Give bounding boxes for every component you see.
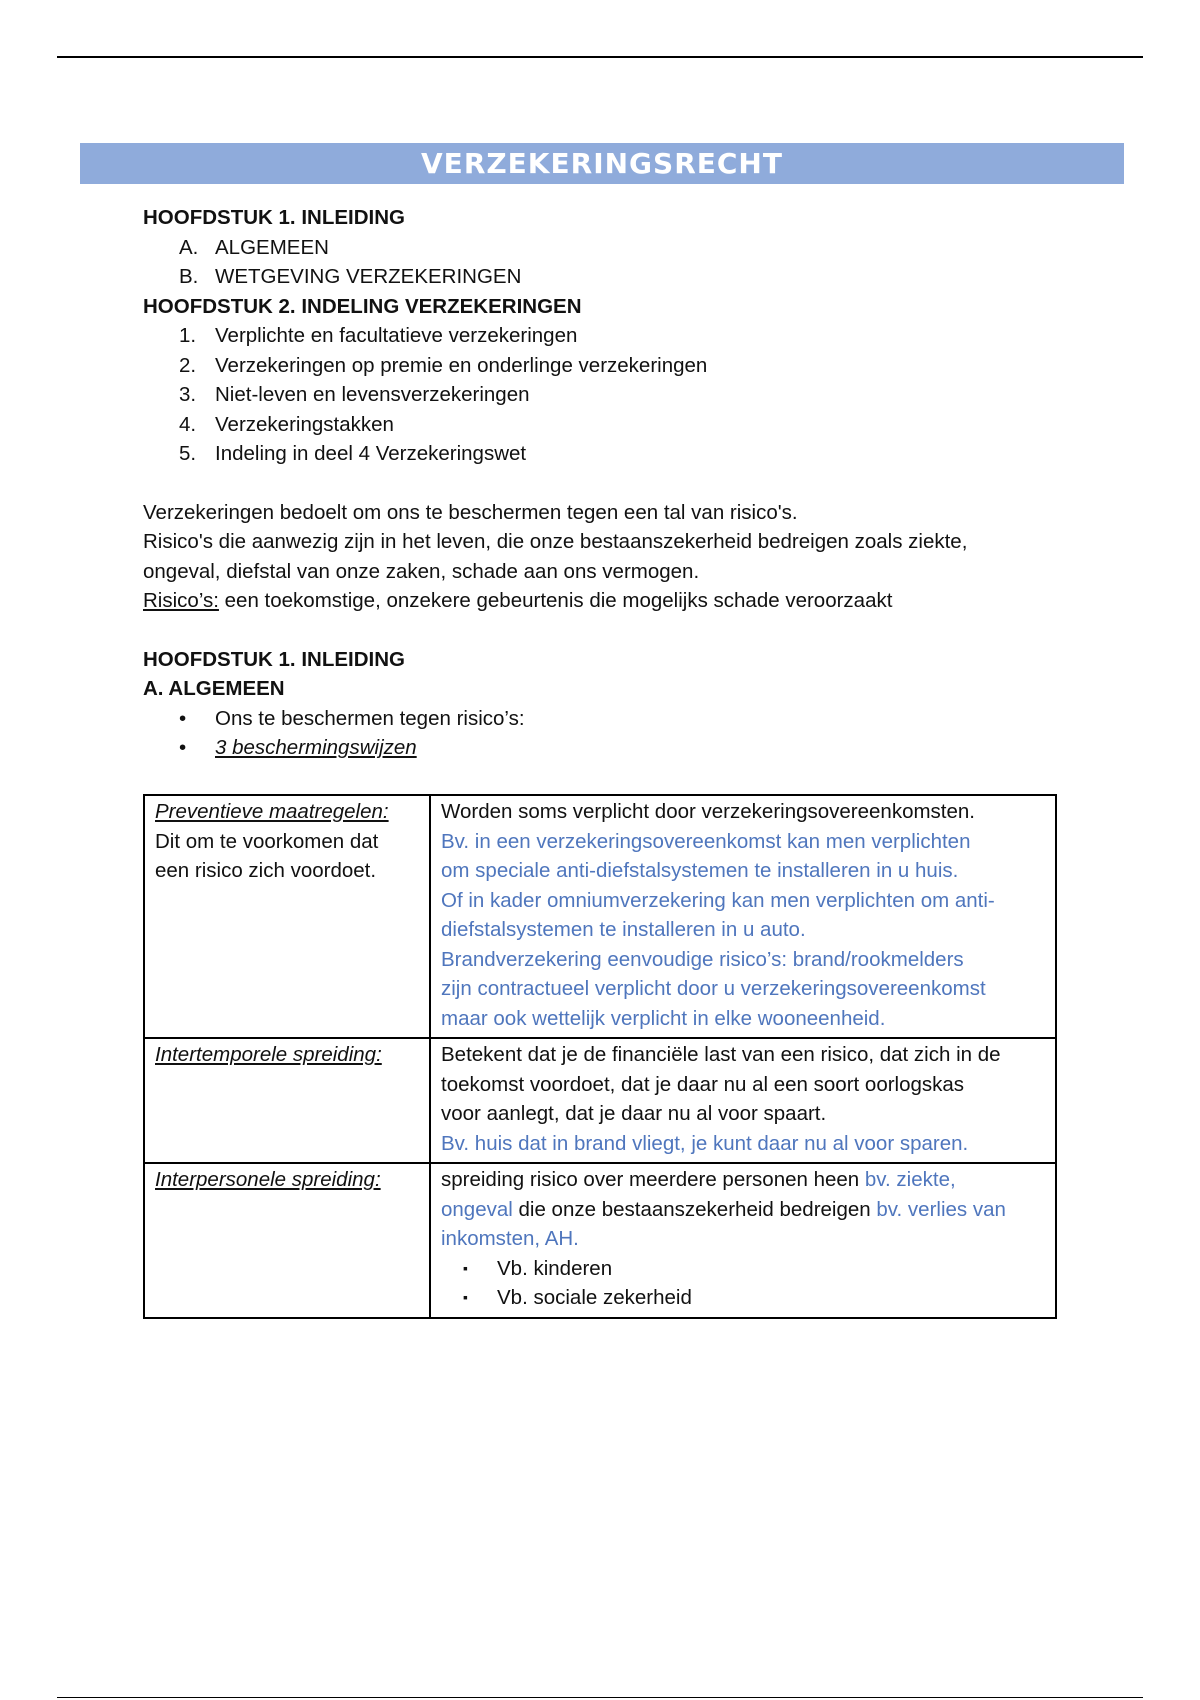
toc-item: 1. Verplichte en facultatieve verzekeringen: [179, 324, 578, 347]
toc-chapter-1: HOOFDSTUK 1. INLEIDING: [143, 206, 405, 229]
toc-chapter-2: HOOFDSTUK 2. INDELING VERZEKERINGEN: [143, 294, 582, 318]
toc-item: 2. Verzekeringen op premie en onderlinge verzekeringen: [179, 353, 708, 377]
table-row: [144, 795, 1056, 1038]
table-cell-description: Worden soms verplicht door verzekeringsovereenkomsten. Bv. in een verzekeringsovereenkomst kan men verplichten om speciale anti-diefstalsystemen te installeren in u huis. Of in kader omniumverzekering kan men verplichten om anti- diefstalsystemen te installeren in u auto. Brandverzekering eenvoudige risico’s: brand/rookmelders zijn contractueel verplicht door u verzekeringsovereenkomst maar ook wettelijk verplicht in elke wooneenheid.: [430, 795, 1056, 1038]
sub-bullet-item: ▪ Vb. kinderen: [463, 1256, 613, 1280]
section-chapter-heading: HOOFDSTUK 1. INLEIDING: [143, 647, 405, 671]
sub-bullet-item: ▪ Vb. sociale zekerheid: [463, 1286, 692, 1309]
toc-item: 3. Niet-leven en levensverzekeringen: [179, 383, 530, 406]
footer-rule: [57, 1697, 1143, 1698]
risico-definition: Risico’s: een toekomstige, onzekere gebeurtenis die mogelijks schade veroorzaakt: [143, 589, 893, 612]
toc-item: 4. Verzekeringstakken: [179, 412, 394, 436]
table-cell-term: Interpersonele spreiding:: [144, 1163, 430, 1318]
bullet-item: • 3 beschermingswijzen: [179, 736, 417, 759]
title-bar: [80, 143, 1124, 184]
header-rule: [57, 56, 1143, 58]
protection-methods-table: [143, 794, 1057, 1319]
toc-item: B. WETGEVING VERZEKERINGEN: [179, 265, 522, 288]
bullet-item: • Ons te beschermen tegen risico’s:: [179, 706, 525, 730]
toc-item: A. ALGEMEEN: [179, 235, 329, 259]
table-cell-description: Betekent dat je de financiële last van een risico, dat zich in de toekomst voordoet, dat je daar nu al een soort oorlogskas voor aanlegt, dat je daar nu al voor spaart. Bv. huis dat in brand vliegt, je kunt daar nu al voor sparen.: [430, 1038, 1056, 1163]
table-row: [144, 1038, 1056, 1163]
toc-item: 5. Indeling in deel 4 Verzekeringswet: [179, 442, 527, 465]
table-row: [144, 1163, 1056, 1318]
document-body: [143, 203, 1083, 763]
document-title: VERZEKERINGSRECHT: [421, 147, 783, 180]
table-cell-term: Intertemporele spreiding:: [144, 1038, 430, 1163]
table-cell-term: Preventieve maatregelen: Dit om te voorkomen dat een risico zich voordoet.: [144, 795, 430, 1038]
intro-paragraph: Verzekeringen bedoelt om ons te beschermen tegen een tal van risico's. Risico's die aanwezig zijn in het leven, die onze bestaanszekerheid bedreigen zoals ziekte, ongeval, diefstal van onze zaken, schade aan ons vermogen. Risico’s: een toekomstige, onzekere gebeurtenis die mogelijks schade veroorzaakt: [143, 498, 1083, 616]
section-subheading: A. ALGEMEEN: [143, 677, 285, 700]
table-cell-description: spreiding risico over meerdere personen heen bv. ziekte, ongeval die onze bestaanszekerheid bedreigen bv. verlies van inkomsten, AH. ▪ Vb. kinderen ▪ Vb. sociale zekerheid: [430, 1163, 1056, 1318]
